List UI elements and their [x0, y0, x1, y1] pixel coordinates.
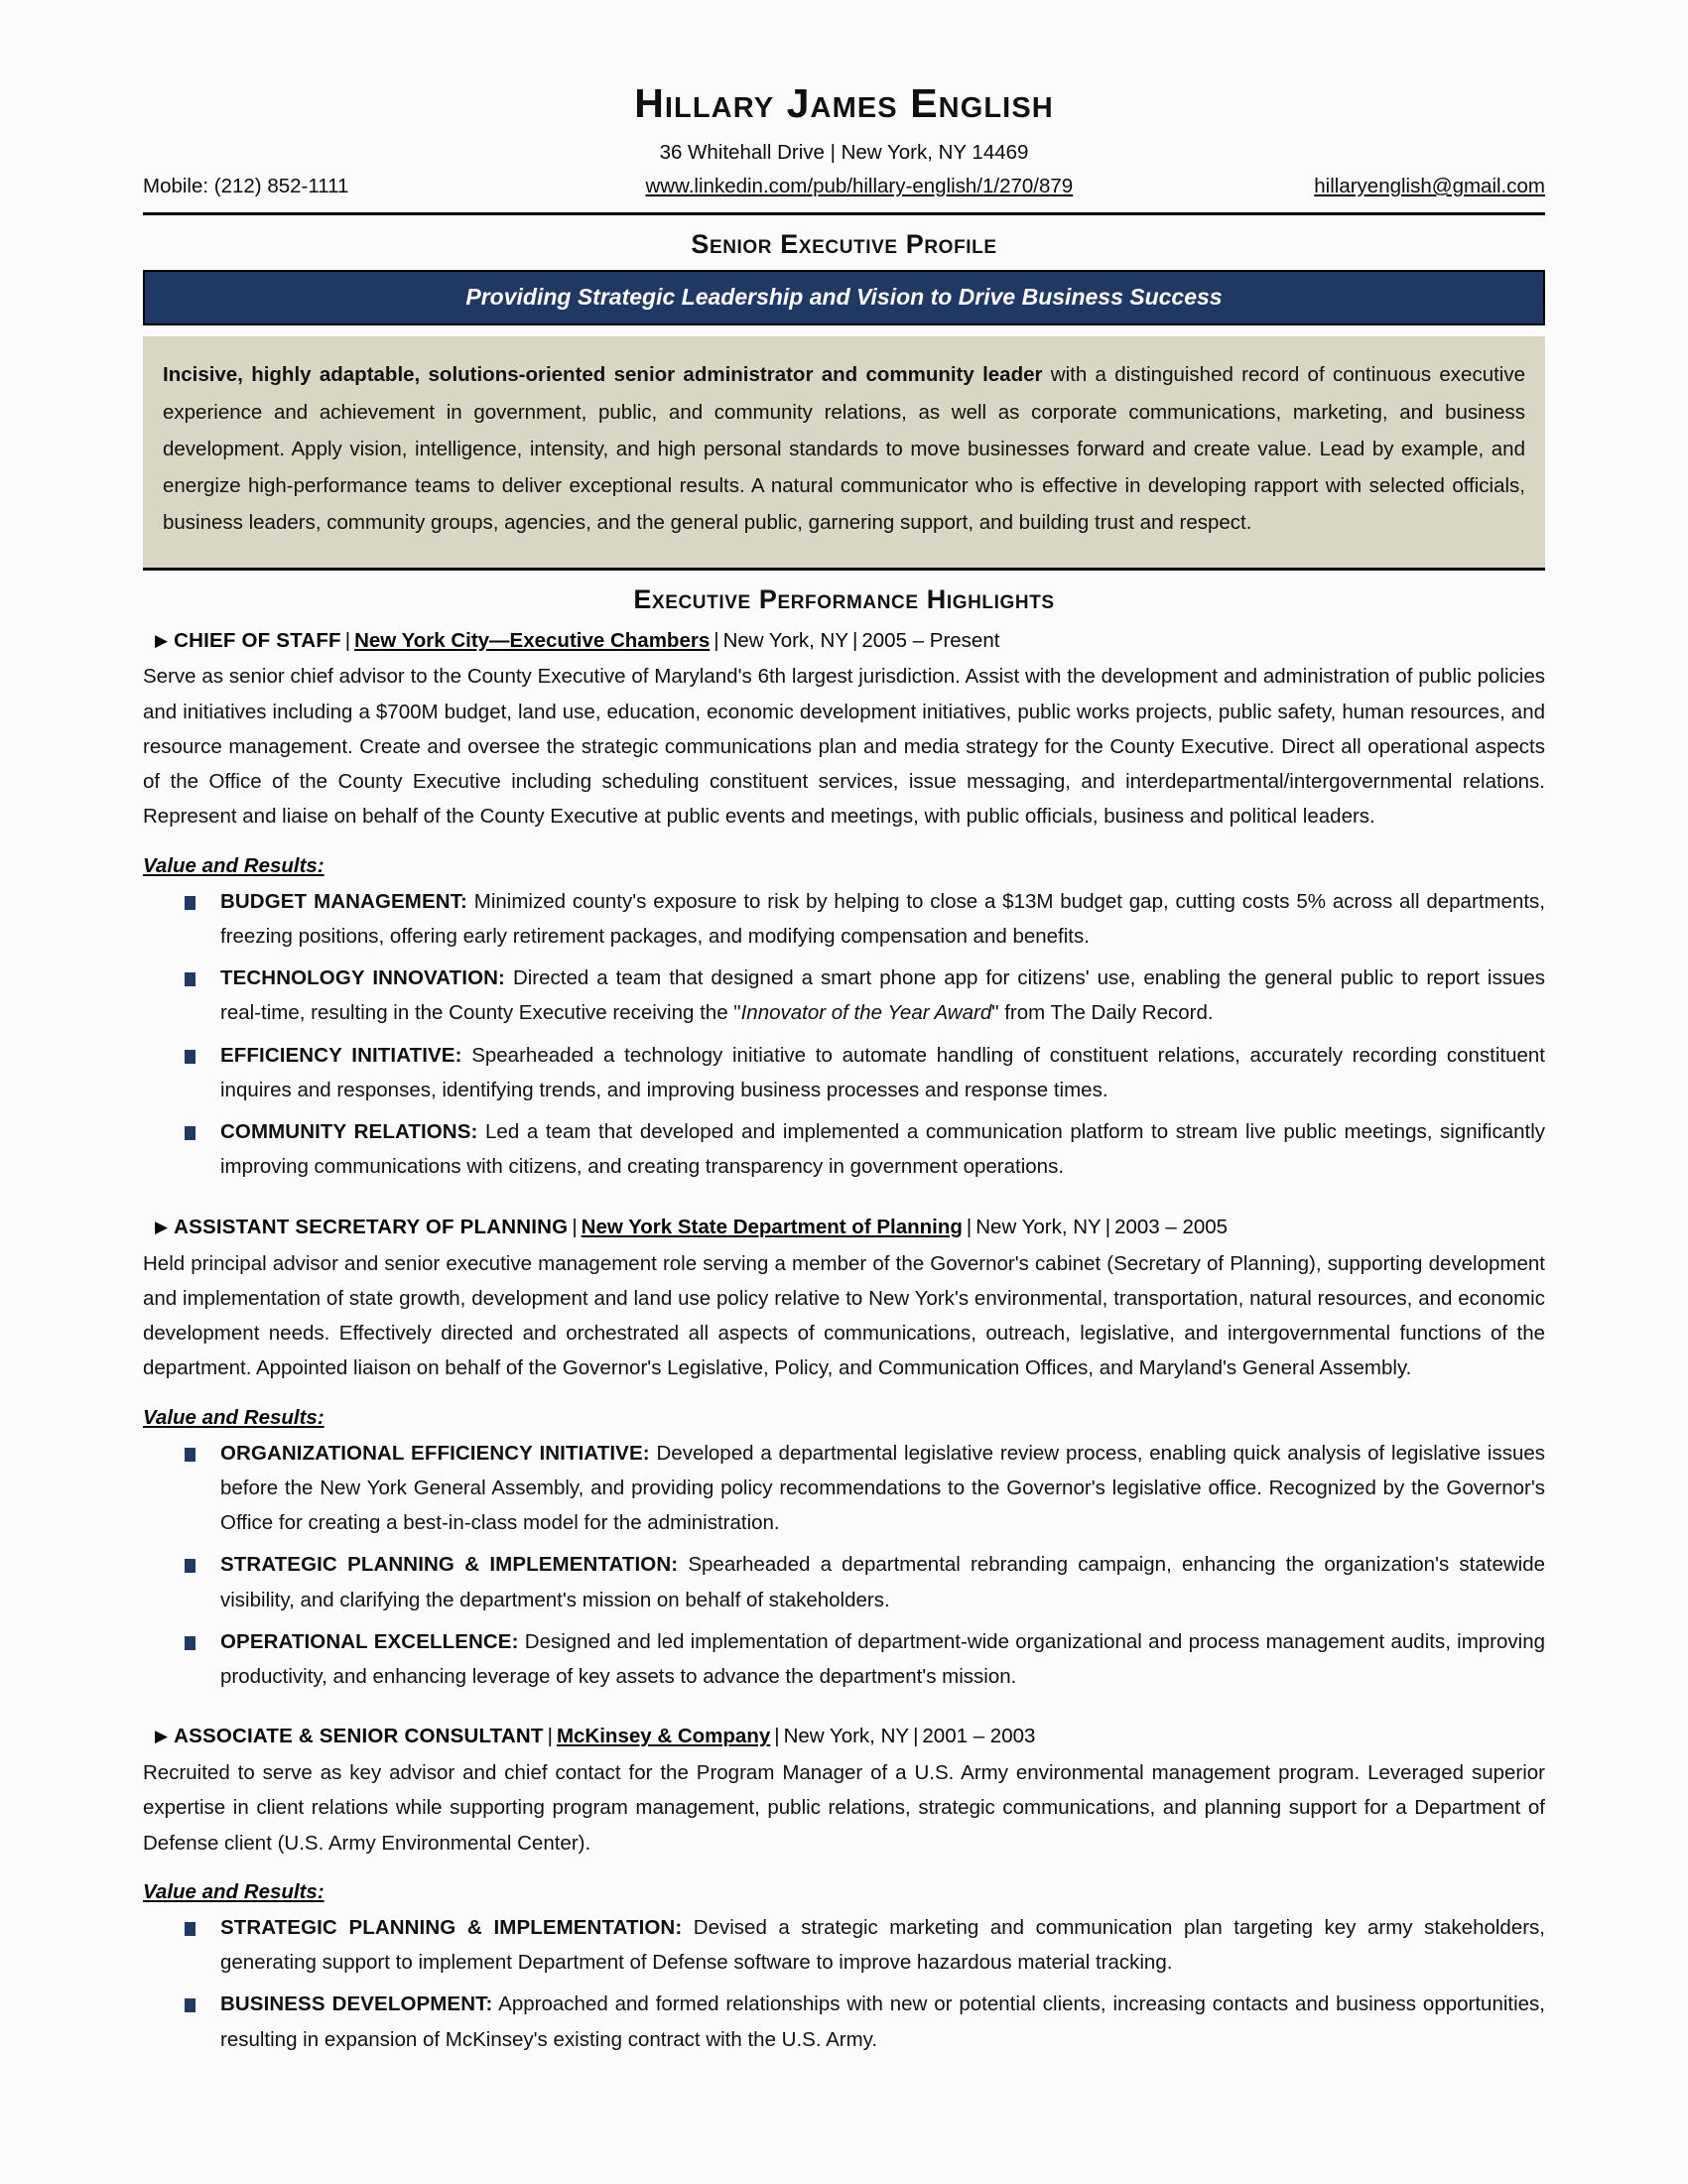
bullet-text: Minimized county's exposure to risk by helping to close a $13M budget gap, cutting costs 5% across all departments, freezing positions, offering early retirement packages, and modifying compensation and benefits. — [220, 889, 1545, 948]
bullet-text: Directed a team that designed a smart phone app for citizens' use, enabling the general public to report issues real-time, resulting in the County Executive receiving the " — [220, 966, 1545, 1025]
bullet-lead: ORGANIZATIONAL EFFICIENCY INITIATIVE: — [220, 1441, 650, 1465]
experience-entry — [143, 1721, 1545, 2057]
experience-entry — [143, 1212, 1545, 1695]
candidate-address: 36 Whitehall Drive | New York, NY 14469 — [659, 141, 1029, 165]
list-item — [143, 1547, 1545, 1617]
job-role: ASSOCIATE & SENIOR CONSULTANT — [174, 1725, 544, 1748]
profile-section — [143, 229, 1545, 571]
job-separator: | — [913, 1725, 919, 1748]
list-item — [143, 1624, 1545, 1695]
experience-entry — [143, 625, 1545, 1185]
resume-header — [143, 81, 1545, 215]
job-dates: 2001 – 2003 — [922, 1725, 1036, 1748]
job-dates: 2003 – 2005 — [1114, 1215, 1229, 1238]
bullet-text: Designed and led implementation of department-wide organizational and process management audits, improving productivity, and enhancing leverage of key assets to advance the department's mission. — [220, 1629, 1546, 1689]
profile-summary-body: with a distinguished record of continuous executive experience and achievement in government, public, and community relations, as well as corporate communications, marketing, and business development. Apply vision, intelligence, intensity, and high personal standards to move businesses forward and create value. Lead by example, and energize high-performance teams to deliver exceptional results. A natural communicator who is effective in developing rapport with selected officials, business leaders, community groups, agencies, and the general public, garnering support, and building trust and respect. — [163, 363, 1525, 535]
job-company: New York State Department of Planning — [581, 1215, 963, 1238]
bullet-lead: COMMUNITY RELATIONS: — [220, 1120, 478, 1144]
bullet-lead: BUSINESS DEVELOPMENT: — [220, 1992, 493, 2016]
bullet-lead: BUDGET MANAGEMENT: — [220, 889, 467, 913]
bullet-text: Spearheaded a departmental rebranding campaign, enhancing the organization's statewide visibility, and clarifying the department's mission on behalf of stakeholders. — [220, 1553, 1546, 1611]
job-role: CHIEF OF STAFF — [174, 628, 341, 652]
bullet-lead: STRATEGIC PLANNING & IMPLEMENTATION: — [220, 1553, 679, 1577]
list-item — [143, 884, 1545, 955]
bullet-lead: STRATEGIC PLANNING & IMPLEMENTATION: — [220, 1915, 683, 1939]
bullet-text: Led a team that developed and implemented a communication platform to stream live public meetings, significantly improving communications with citizens, and creating transparency in government operations. — [220, 1120, 1545, 1179]
list-item — [143, 961, 1545, 1031]
job-title-line — [143, 1212, 1545, 1244]
candidate-name: Hillary James English — [634, 80, 1054, 126]
bullet-text: Devised a strategic marketing and communication plan targeting key army stakeholders, generating support to implement Department of Defense software to improve hazardous material tracking. — [220, 1915, 1545, 1975]
job-separator: | — [1104, 1215, 1111, 1238]
highlights-section-title: Executive Performance Highlights — [633, 583, 1055, 614]
job-separator: | — [547, 1725, 553, 1748]
list-item — [143, 1038, 1545, 1108]
contact-row — [143, 173, 1545, 203]
job-separator: | — [344, 628, 351, 652]
value-results-heading: Value and Results: — [143, 853, 325, 877]
section-spacer — [143, 1701, 1545, 1717]
job-company: New York City—Executive Chambers — [354, 628, 711, 652]
list-item — [143, 1910, 1545, 1981]
job-separator: | — [852, 628, 858, 652]
job-company: McKinsey & Company — [556, 1725, 771, 1748]
job-dates: 2005 – Present — [861, 628, 1000, 652]
profile-section-title: Senior Executive Profile — [691, 228, 997, 259]
job-separator: | — [966, 1215, 973, 1238]
bullet-award-name: Innovator of the Year Award — [740, 1001, 992, 1025]
value-results-list — [143, 1436, 1545, 1695]
job-title-line — [143, 1721, 1545, 1753]
profile-summary — [143, 336, 1545, 567]
value-results-list — [143, 884, 1545, 1185]
job-location: New York, NY — [783, 1725, 910, 1748]
job-title-line — [143, 625, 1545, 658]
header-divider — [143, 212, 1545, 215]
bullet-text-after: " from The Daily Record. — [991, 1001, 1214, 1025]
value-results-heading: Value and Results: — [143, 1405, 325, 1429]
value-results-list — [143, 1910, 1545, 2057]
job-separator: | — [572, 1215, 578, 1238]
job-role: ASSISTANT SECRETARY OF PLANNING — [174, 1215, 569, 1238]
triangle-right-icon: ▶ — [155, 1727, 169, 1746]
bullet-text: Approached and formed relationships with new or potential clients, increasing contacts and business opportunities, resulting in expansion of McKinsey's existing contract with the U.S. Army. — [220, 1992, 1546, 2051]
bullet-lead: OPERATIONAL EXCELLENCE: — [220, 1629, 519, 1653]
list-item — [143, 1436, 1545, 1541]
list-item — [143, 1114, 1545, 1185]
linkedin-link[interactable]: www.linkedin.com/pub/hillary-english/1/270/879 — [645, 174, 1074, 197]
job-location: New York, NY — [722, 628, 849, 652]
profile-summary-lead: Incisive, highly adaptable, solutions-oriented senior administrator and community leader — [163, 363, 1043, 387]
job-description: Held principal advisor and senior executive management role serving a member of the Governor's cabinet (Secretary of Planning), supporting development and implementation of state growth, development and land use policy relative to New York's environmental, transportation, natural resources, and economic development needs. Effectively directed and orchestrated all aspects of communications, outreach, legislative, and intergovernmental functions of the department. Appointed liaison on behalf of the Governor's Legislative, Policy, and Communication Offices, and Maryland's General Assembly. — [143, 1251, 1545, 1380]
profile-divider — [143, 568, 1545, 571]
email-link[interactable]: hillaryenglish@gmail.com — [1314, 174, 1545, 197]
bullet-lead: EFFICIENCY INITIATIVE: — [220, 1043, 462, 1067]
job-separator: | — [714, 628, 719, 652]
section-spacer — [143, 1192, 1545, 1208]
job-description: Recruited to serve as key advisor and chief contact for the Program Manager of a U.S. Army environmental management program. Leveraged superior expertise in client relations while supporting program management, public relations, strategic communications, and planning support for a Department of Defense client (U.S. Army Environmental Center). — [143, 1761, 1545, 1855]
bullet-lead: TECHNOLOGY INNOVATION: — [220, 966, 505, 990]
triangle-right-icon: ▶ — [155, 630, 169, 650]
job-location: New York, NY — [975, 1215, 1102, 1238]
job-separator: | — [774, 1725, 780, 1748]
job-description: Serve as senior chief advisor to the County Executive of Maryland's 6th largest jurisdiction. Assist with the development and administration of public policies and initiatives including a $700M budget, land use, education, economic development initiatives, public works projects, public safety, human resources, and resource management. Create and oversee the strategic communications plan and media strategy for the County Executive. Direct all operational aspects of the Office of the County Executive including scheduling constituent services, issue messaging, and interdepartmental/intergovernmental relations. Represent and liaise on behalf of the County Executive at public events and meetings, with public officials, business and political leaders. — [143, 665, 1545, 829]
value-results-heading: Value and Results: — [143, 1879, 325, 1903]
bullet-text: Developed a departmental legislative review process, enabling quick analysis of legislative issues before the New York General Assembly, and providing policy recommendations to the Governor's legislative office. Recognized by the Governor's Office for creating a best-in-class model for the administration. — [220, 1441, 1546, 1535]
profile-tagline-banner: Providing Strategic Leadership and Vision to Drive Business Success — [143, 270, 1545, 326]
bullet-text: Spearheaded a technology initiative to automate handling of constituent relations, accurately recording constituent inquires and responses, identifying trends, and improving business processes and response times. — [220, 1043, 1545, 1101]
phone-number: Mobile: (212) 852-1111 — [143, 174, 349, 197]
list-item — [143, 1987, 1545, 2057]
highlights-section — [143, 584, 1545, 2057]
triangle-right-icon: ▶ — [155, 1217, 169, 1236]
